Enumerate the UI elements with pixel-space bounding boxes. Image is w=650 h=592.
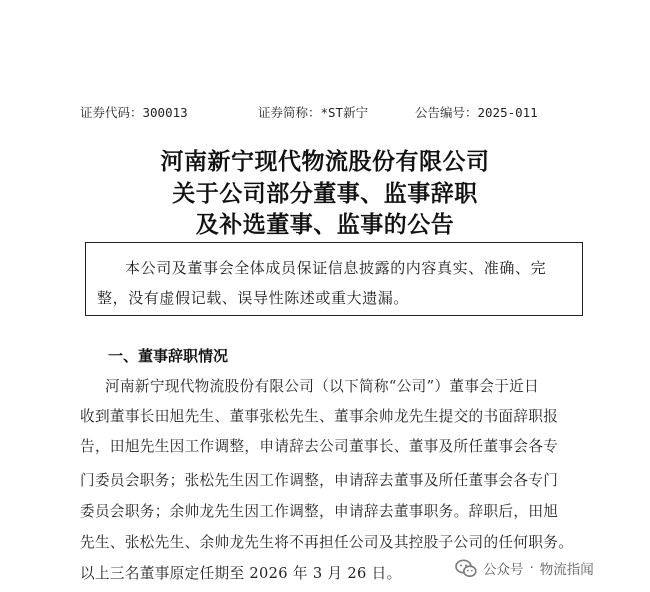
- security-abbreviation: 证券简称：*ST新宁: [258, 105, 369, 120]
- section-heading-director-resignation: 一、董事辞职情况: [108, 347, 229, 365]
- announcement-title-line-2: 关于公司部分董事、监事辞职: [172, 181, 478, 207]
- paragraph-line: 委员会职务；余帅龙先生因工作调整，申请辞去董事职务。辞职后，田旭: [80, 503, 559, 520]
- announcement-header: [0, 103, 650, 123]
- paragraph-line: 先生、张松先生、余帅龙先生将不再担任公司及其控股子公司的任何职务。: [80, 534, 574, 551]
- security-code: 证券代码：300013: [80, 105, 188, 120]
- disclosure-guarantee-box: [85, 242, 583, 316]
- wechat-account-watermark: [455, 556, 594, 580]
- watermark-account-name: 物流指闻: [539, 562, 594, 578]
- paragraph-line: 收到董事长田旭先生、董事张松先生、董事余帅龙先生提交的书面辞职报: [80, 408, 559, 425]
- announcement-number: 公告编号：2025-011: [415, 105, 538, 120]
- wechat-icon: [455, 559, 477, 578]
- announcement-title-line-3: 及补选董事、监事的公告: [195, 212, 455, 238]
- paragraph-line: 河南新宁现代物流股份有限公司（以下简称“公司”）董事会于近日: [105, 378, 540, 395]
- disclosure-text-line-1: 本公司及董事会全体成员保证信息披露的内容真实、准确、完: [125, 259, 547, 277]
- company-name-title: 河南新宁现代物流股份有限公司: [160, 149, 490, 175]
- watermark-separator: ·: [529, 560, 534, 576]
- paragraph-line: 门委员会职务；张松先生因工作调整，申请辞去董事及所任董事会各专门: [80, 472, 559, 489]
- paragraph-line: 以上三名董事原定任期至 2026 年 3 月 26 日。: [80, 565, 402, 582]
- watermark-prefix: 公众号: [483, 562, 524, 578]
- disclosure-text-line-2: 整，没有虚假记载、误导性陈述或重大遗漏。: [97, 289, 410, 307]
- paragraph-line: 告，田旭先生因工作调整，申请辞去公司董事长、董事及所任董事会各专: [80, 438, 559, 455]
